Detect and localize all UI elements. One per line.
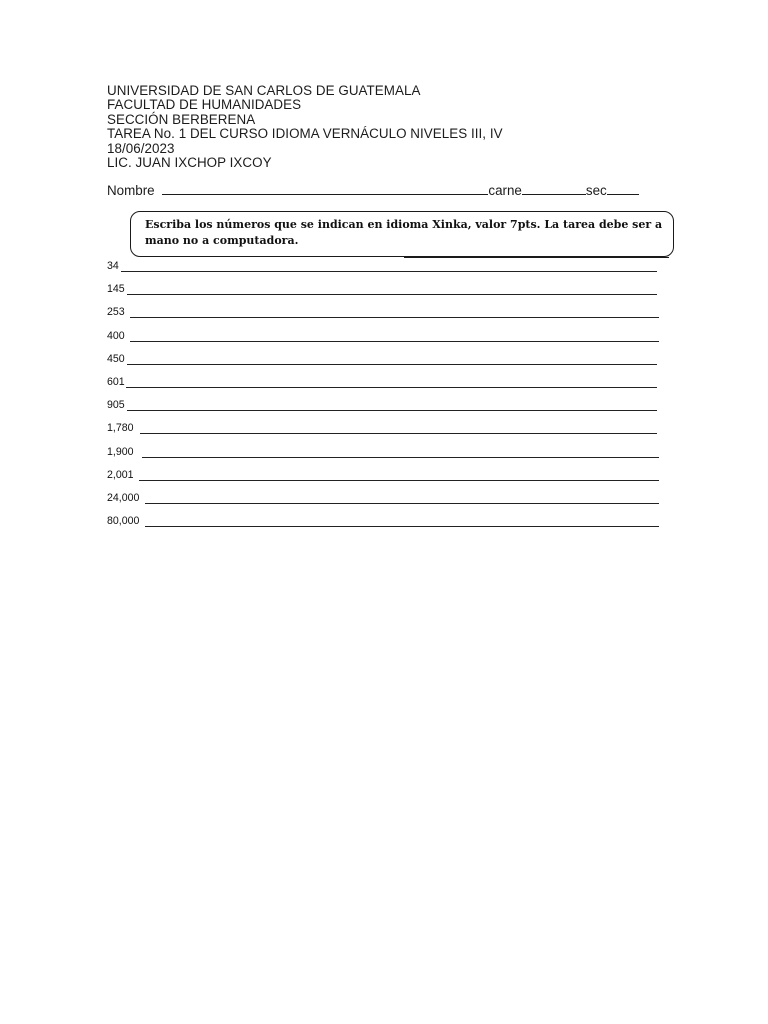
university-name: UNIVERSIDAD DE SAN CARLOS DE GUATEMALA xyxy=(107,83,421,98)
number-row xyxy=(107,304,667,327)
answer-line[interactable] xyxy=(126,387,657,388)
student-info-row xyxy=(107,183,639,199)
number-row xyxy=(107,444,667,467)
section-name: SECCIÓN BERBERENA xyxy=(107,111,256,127)
answer-line[interactable] xyxy=(139,480,659,481)
number-label: 24,000 xyxy=(107,491,140,504)
number-label: 80,000 xyxy=(107,515,140,528)
assignment-date: 18/06/2023 xyxy=(107,140,175,156)
faculty-name: FACULTAD DE HUMANIDADES xyxy=(107,97,302,113)
number-label: 253 xyxy=(107,306,125,319)
answer-line[interactable] xyxy=(140,433,657,434)
number-row xyxy=(107,490,667,513)
document-header xyxy=(107,84,503,170)
instruction-box xyxy=(130,211,674,257)
number-label: 905 xyxy=(107,399,125,412)
number-row xyxy=(107,328,667,351)
number-row xyxy=(107,258,667,281)
assignment-title: TAREA No. 1 DEL CURSO IDIOMA VERNÁCULO NIVELES III, IV xyxy=(107,126,503,142)
nombre-label: Nombre xyxy=(107,183,155,198)
number-label: 450 xyxy=(107,352,125,365)
number-row xyxy=(107,374,667,397)
number-row xyxy=(107,467,667,490)
number-label: 1,900 xyxy=(107,445,134,458)
instruction-text: Escriba los números que se indican en idioma Xinka, valor 7pts. La tarea debe ser a mano no a computadora. xyxy=(145,218,663,247)
carne-label: carne xyxy=(488,183,522,198)
number-row xyxy=(107,351,667,374)
number-label: 2,001 xyxy=(107,468,134,481)
carne-field[interactable] xyxy=(522,183,586,195)
number-label: 601 xyxy=(107,375,125,388)
number-label: 400 xyxy=(107,329,125,342)
answer-line[interactable] xyxy=(127,364,657,365)
number-row xyxy=(107,281,667,304)
answer-line[interactable] xyxy=(121,271,657,272)
number-list xyxy=(107,258,667,536)
answer-line[interactable] xyxy=(130,317,659,318)
number-row xyxy=(107,513,667,536)
answer-line[interactable] xyxy=(142,457,659,458)
answer-line[interactable] xyxy=(145,526,659,527)
number-row xyxy=(107,397,667,420)
answer-line[interactable] xyxy=(127,410,657,411)
sec-field[interactable] xyxy=(607,183,639,195)
sec-label: sec xyxy=(585,183,607,198)
instructor-name: LIC. JUAN IXCHOP IXCOY xyxy=(107,155,272,171)
number-label: 1,780 xyxy=(107,422,134,435)
number-row xyxy=(107,420,667,443)
number-label: 34 xyxy=(107,260,119,272)
nombre-field[interactable] xyxy=(162,183,488,195)
answer-line[interactable] xyxy=(127,294,657,295)
number-label: 145 xyxy=(107,283,125,296)
answer-line[interactable] xyxy=(130,341,659,342)
answer-line[interactable] xyxy=(145,503,659,504)
